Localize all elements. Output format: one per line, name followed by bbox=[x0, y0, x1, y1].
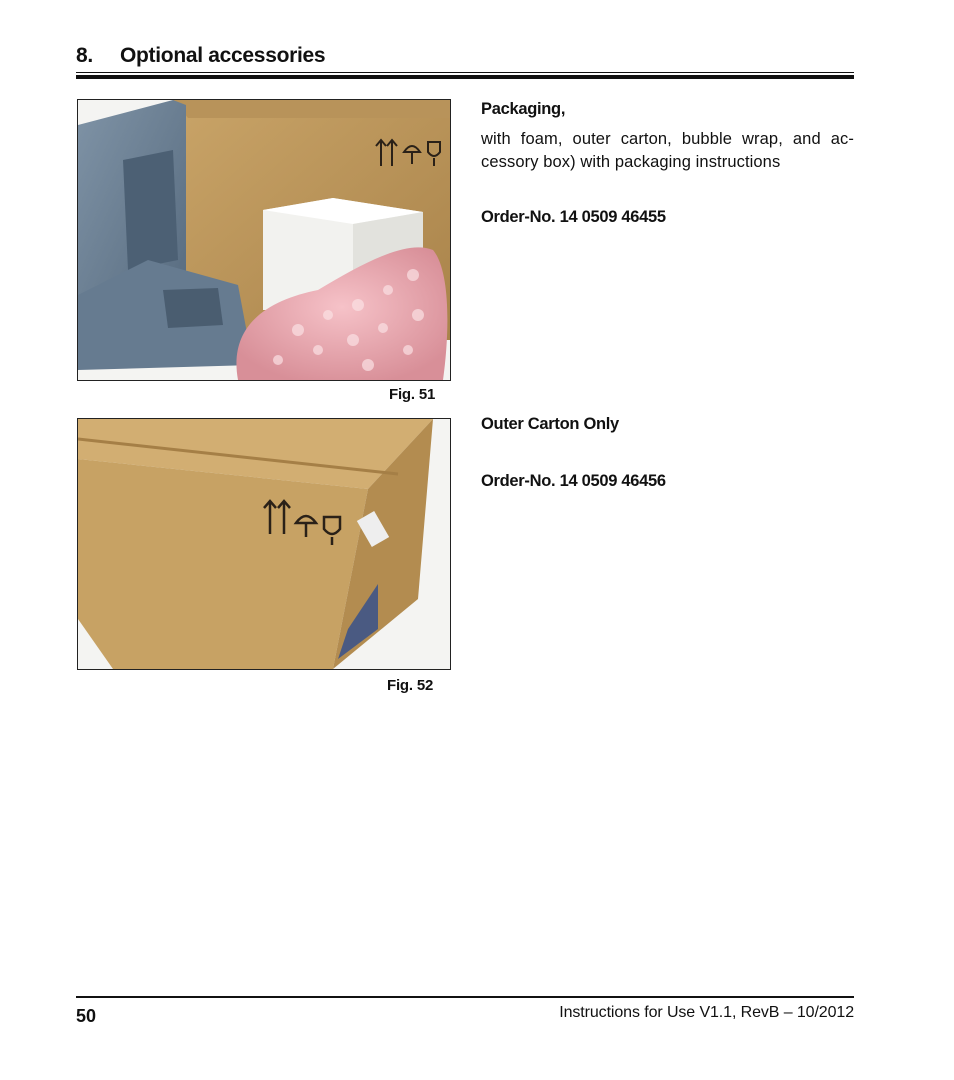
order-number-packaging: Order-No. 14 0509 46455 bbox=[481, 208, 666, 226]
packaging-illustration bbox=[78, 100, 450, 380]
page-number: 50 bbox=[76, 1006, 97, 1026]
header-rule-thin bbox=[76, 72, 854, 73]
item-description-packaging: with foam, outer carton, bubble wrap, and ac-cessory box) with packaging instructions bbox=[481, 130, 854, 171]
item-heading-packaging: Packaging, bbox=[481, 100, 566, 118]
section-title-text: Optional accessories bbox=[120, 44, 326, 67]
carton-illustration bbox=[78, 419, 450, 669]
section-title bbox=[76, 44, 854, 68]
header-rule-thick bbox=[76, 75, 854, 79]
figure-caption-52: Fig. 52 bbox=[387, 677, 434, 694]
section-header bbox=[76, 44, 854, 68]
carton-front bbox=[78, 459, 368, 669]
figure-carton-photo bbox=[77, 418, 451, 670]
section-number: 8. bbox=[76, 44, 93, 67]
figure-caption-51: Fig. 51 bbox=[389, 386, 436, 403]
order-number-outer-carton: Order-No. 14 0509 46456 bbox=[481, 472, 666, 490]
figure-packaging-photo bbox=[77, 99, 451, 381]
item-heading-outer-carton: Outer Carton Only bbox=[481, 415, 619, 433]
document-reference: Instructions for Use V1.1, RevB – 10/2012 bbox=[559, 1004, 854, 1021]
footer-rule bbox=[76, 996, 854, 998]
